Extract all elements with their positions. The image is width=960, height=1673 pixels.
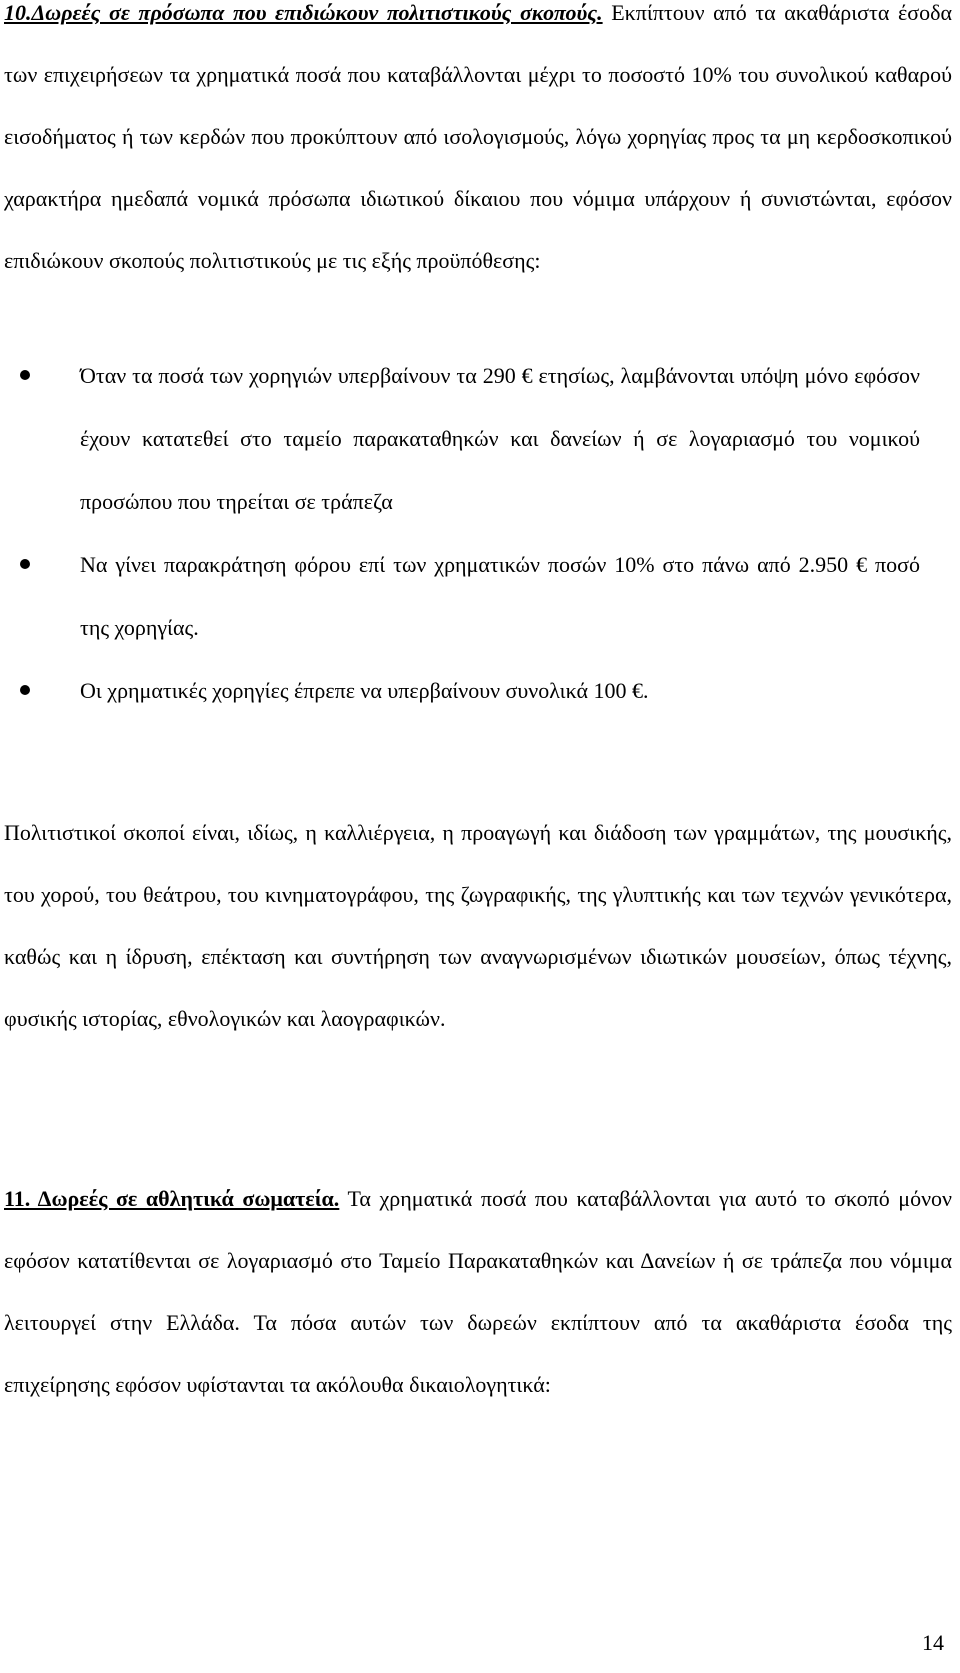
list-item-text: Να γίνει παρακράτηση φόρου επί των χρηματικών ποσών 10% στο πάνω από 2.950 € ποσό της χορηγίας. — [80, 552, 920, 640]
section-11-heading: 11. Δωρεές σε αθλητικά σωματεία. — [4, 1186, 340, 1211]
bullet-icon — [20, 685, 30, 695]
section-10-body: Εκπίπτουν από τα ακαθάριστα έσοδα των επιχειρήσεων τα χρηματικά ποσά που καταβάλλονται μέχρι το ποσοστό 10% του συνολικού καθαρού εισοδήματος ή των κερδών που προκύπτουν από ισολογισμούς, λόγω χορηγίας προς τα μη κερδοσκοπικού χαρακτήρα ημεδαπά νομικά πρόσωπα ιδιωτικού δίκαιου που νόμιμα υπάρχουν ή συνιστώνται, εφόσον επιδιώκουν σκοπούς πολιτιστικούς με τις εξής προϋπόθεσης: — [4, 0, 952, 273]
section-10-heading: 10.Δωρεές σε πρόσωπα που επιδιώκουν πολιτιστικούς σκοπούς. — [4, 0, 603, 25]
list-item — [20, 533, 920, 659]
section-11-paragraph — [4, 1168, 952, 1416]
section-11-body: Τα χρηματικά ποσά που καταβάλλονται για αυτό το σκοπό μόνον εφόσον κατατίθενται σε λογαριασμό στο Ταμείο Παρακαταθηκών και Δανείων ή σε τράπεζα που νόμιμα λειτουργεί στην Ελλάδα. Τα πόσα αυτών των δωρεών εκπίπτουν από τα ακαθάριστα έσοδα της επιχείρησης εφόσον υφίστανται τα ακόλουθα δικαιολογητικά: — [4, 1186, 952, 1397]
page-number: 14 — [922, 1630, 944, 1655]
list-item-text: Οι χρηματικές χορηγίες έπρεπε να υπερβαίνουν συνολικά 100 €. — [80, 678, 649, 703]
bullet-icon — [20, 370, 30, 380]
list-item-text: Όταν τα ποσά των χορηγιών υπερβαίνουν τα 290 € ετησίως, λαμβάνονται υπόψη μόνο εφόσον έχουν κατατεθεί στο ταμείο παρακαταθηκών και δανείων ή σε λογαριασμό του νομικού προσώπου που τηρείται σε τράπεζα — [80, 363, 920, 514]
list-item — [20, 659, 920, 722]
bullet-icon — [20, 559, 30, 569]
section-10-paragraph — [4, 0, 952, 292]
conditions-list — [20, 344, 920, 722]
list-item — [20, 344, 920, 533]
culture-purposes-paragraph: Πολιτιστικοί σκοποί είναι, ιδίως, η καλλιέργεια, η προαγωγή και διάδοση των γραμμάτων, της μουσικής, του χορού, του θεάτρου, του κινηματογράφου, της ζωγραφικής, της γλυπτικής και των τεχνών γενικότερα, καθώς και η ίδρυση, επέκταση και συντήρηση των αναγνωρισμένων ιδιωτικών μουσείων, όπως τέχνης, φυσικής ιστορίας, εθνολογικών και λαογραφικών. — [4, 820, 952, 1031]
